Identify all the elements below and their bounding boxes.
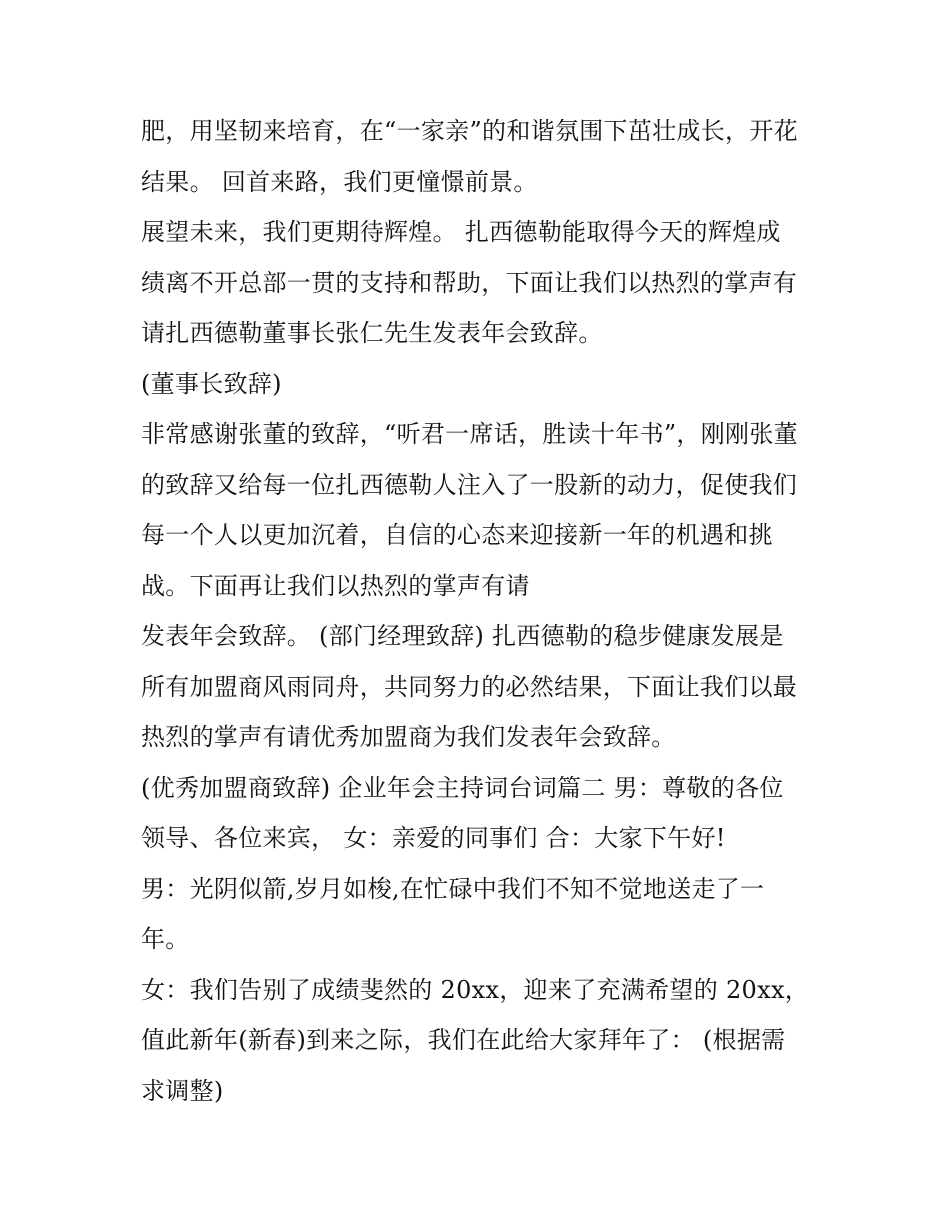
text-line: 非常感谢张董的致辞，“听君一席话，胜读十年书”，刚刚张董	[141, 420, 798, 448]
text-line: (董事长致辞)	[141, 369, 282, 398]
text-line: 值此新年(新春)到来之际，我们在此给大家拜年了： (根据需	[141, 1026, 786, 1054]
text-line: 每一个人以更加沉着，自信的心态来迎接新一年的机遇和挑	[141, 521, 773, 549]
text-line: 展望未来，我们更期待辉煌。 扎西德勒能取得今天的辉煌成	[141, 218, 781, 246]
text-line: (优秀加盟商致辞) 企业年会主持词台词篇二 男：尊敬的各位	[141, 773, 784, 802]
text-line: 领导、各位来宾， 女：亲爱的同事们 合：大家下午好!	[141, 824, 726, 852]
text-line: 所有加盟商风雨同舟，共同努力的必然结果，下面让我们以最	[141, 672, 798, 701]
text-line: 的致辞又给每一位扎西德勒人注入了一股新的动力，促使我们	[141, 470, 798, 499]
document-body	[141, 106, 821, 1116]
text-line: 战。下面再让我们以热烈的掌声有请	[141, 571, 530, 600]
text-line: 热烈的掌声有请优秀加盟商为我们发表年会致辞。	[141, 723, 676, 751]
text-line: 请扎西德勒董事长张仁先生发表年会致辞。	[141, 319, 603, 347]
text-line: 绩离不开总部一贯的支持和帮助，下面让我们以热烈的掌声有	[141, 268, 798, 297]
text-line: 女：我们告别了成绩斐然的 20xx，迎来了充满希望的 20xx，	[141, 975, 810, 1004]
text-line: 肥，用坚韧来培育，在“一家亲”的和谐氛围下茁壮成长，开花	[141, 117, 798, 145]
text-line: 年。	[141, 925, 190, 953]
text-line: 发表年会致辞。 (部门经理致辞) 扎西德勒的稳步健康发展是	[141, 622, 784, 650]
text-line: 男：光阴似箭,岁月如梭,在忙碌中我们不知不觉地送走了一	[141, 874, 765, 903]
text-line: 结果。 回首来路，我们更憧憬前景。	[141, 167, 538, 196]
text-line: 求调整)	[141, 1076, 224, 1105]
